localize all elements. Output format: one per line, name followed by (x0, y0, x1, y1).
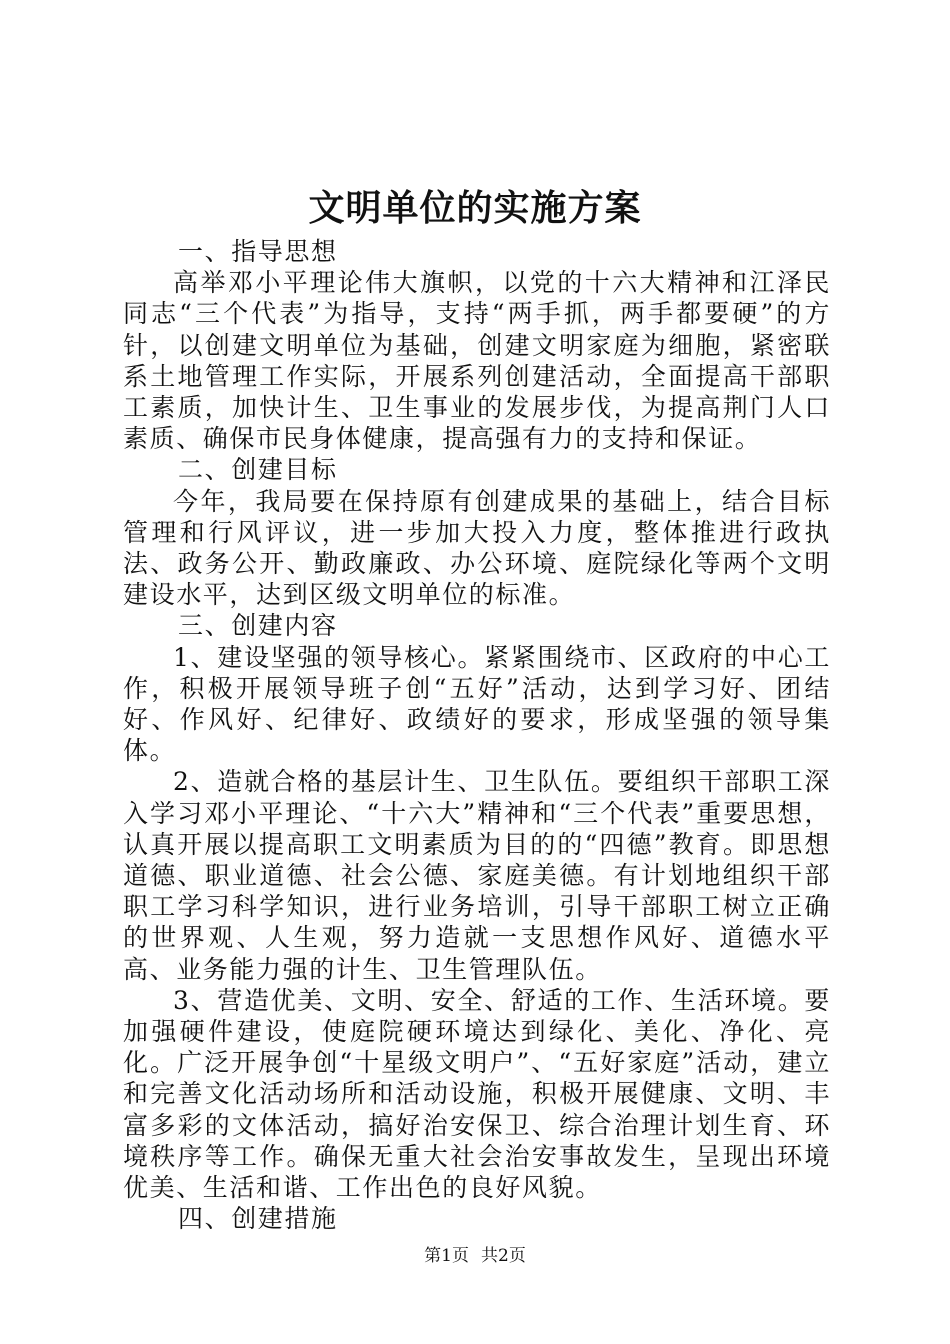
page-footer (0, 1245, 950, 1267)
page-number: 第1页 (424, 1246, 469, 1266)
page-total: 共2页 (481, 1246, 526, 1266)
paragraph-content-1: 1、建设坚强的领导核心。紧紧围绕市、区政府的中心工作，积极开展领导班子创“五好”活动，达到学习好、团结好、作风好、纪律好、政绩好的要求，形成坚强的领导集体。 (123, 642, 831, 766)
section-heading-4: 四、创建措施 (178, 1204, 338, 1234)
paragraph-goals: 今年，我局要在保持原有创建成果的基础上，结合目标管理和行风评议，进一步加大投入力度，整体推进行政执法、政务公开、勤政廉政、办公环境、庭院绿化等两个文明建设水平，达到区级文明单位的标准。 (123, 486, 831, 610)
paragraph-guiding-ideology: 高举邓小平理论伟大旗帜，以党的十六大精神和江泽民同志“三个代表”为指导，支持“两手抓，两手都要硬”的方针，以创建文明单位为基础，创建文明家庭为细胞，紧密联系土地管理工作实际，开展系列创建活动，全面提高干部职工素质，加快计生、卫生事业的发展步伐，为提高荆门人口素质、确保市民身体健康，提高强有力的支持和保证。 (123, 268, 831, 454)
paragraph-content-2: 2、造就合格的基层计生、卫生队伍。要组织干部职工深入学习邓小平理论、“十六大”精神和“三个代表”重要思想，认真开展以提高职工文明素质为目的的“四德”教育。即思想道德、职业道德、社会公德、家庭美德。有计划地组织干部职工学习科学知识，进行业务培训，引导干部职工树立正确的世界观、人生观，努力造就一支思想作风好、道德水平高、业务能力强的计生、卫生管理队伍。 (123, 767, 831, 984)
section-heading-1: 一、指导思想 (178, 237, 338, 266)
document-title: 文明单位的实施方案 (308, 187, 642, 229)
section-heading-3: 三、创建内容 (178, 611, 338, 641)
document-body (123, 236, 831, 1235)
section-heading-2: 二、创建目标 (178, 455, 338, 485)
paragraph-content-3: 3、营造优美、文明、安全、舒适的工作、生活环境。要加强硬件建设，使庭院硬环境达到绿化、美化、净化、亮化。广泛开展争创“十星级文明户”、“五好家庭”活动，建立和完善文化活动场所和活动设施，积极开展健康、文明、丰富多彩的文体活动，搞好治安保卫、综合治理计划生育、环境秩序等工作。确保无重大社会治安事故发生，呈现出环境优美、生活和谐、工作出色的良好风貌。 (123, 985, 831, 1203)
